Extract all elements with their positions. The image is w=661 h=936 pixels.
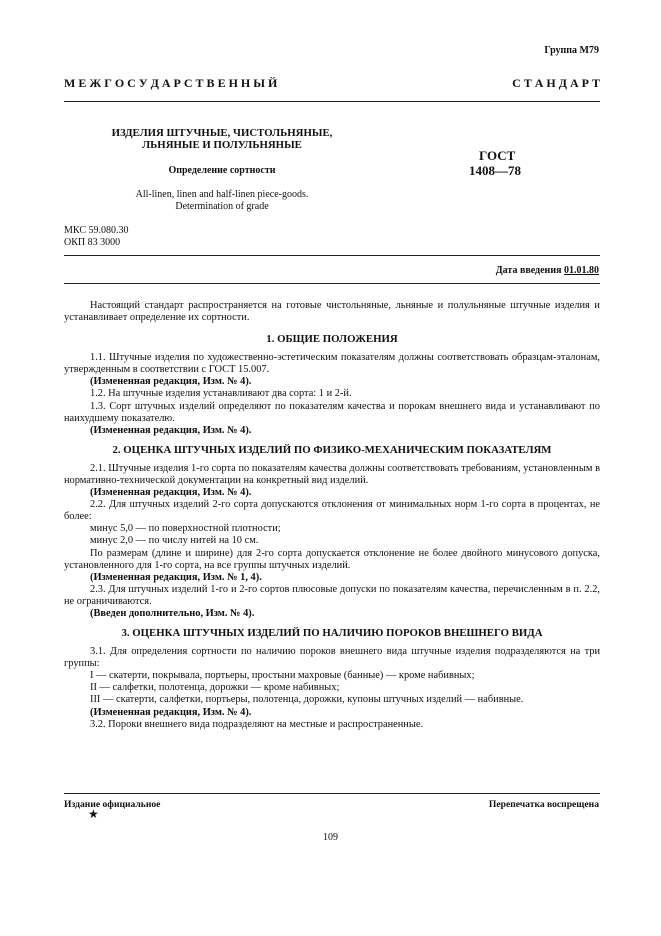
title-line-2: ЛЬНЯНЫЕ И ПОЛУЛЬНЯНЫЕ [142,139,302,151]
banner-word-interstate: М Е Ж Г О С У Д А Р С Т В Е Н Н Ы Й [64,76,278,90]
effective-date [496,265,599,277]
footer-divider [64,793,600,794]
list-item: минус 5,0 — по поверхностной плотности; [90,523,281,535]
classification-codes [64,225,128,248]
effective-date-value: 01.01.80 [564,265,599,276]
gost-designation [469,148,549,178]
clause-1-2: 1.2. На штучные изделия устанавливают два сорта: 1 и 2-й. [90,388,352,400]
gost-label: ГОСТ [479,148,516,163]
amendment-note: (Измененная редакция, Изм. № 4). [90,706,252,718]
list-item: I — скатерти, покрывала, портьеры, простыни махровые (банные) — кроме набивных; [90,670,475,682]
banner-word-standard: С Т А Н Д А Р Т [512,76,600,90]
title-line-1: ИЗДЕЛИЯ ШТУЧНЫЕ, ЧИСТОЛЬНЯНЫЕ, [111,127,333,139]
mks-code: МКС 59.080.30 [64,225,129,236]
header-divider [64,101,600,102]
english-title-line-2: Determination of grade [175,201,269,212]
clause-2-2-size: По размерам (длине и ширине) для 2-го сорта допускается отклонение не более двойного минусового допуска, установленного для 1-го сорта, на все группы штучных изделий. [64,547,600,571]
amendment-note: (Измененная редакция, Изм. № 4). [90,487,252,499]
official-edition-label: Издание официальное [64,799,161,810]
star-icon: ★ [88,807,99,821]
list-item: минус 2,0 — по числу нитей на 10 см. [90,535,259,547]
list-item: III — скатерти, салфетки, портьеры, полотенца, дорожки, купоны штучных изделий — набивные. [90,694,524,706]
intro-paragraph: Настоящий стандарт распространяется на готовые чистольняные, льняные и полульняные штучные изделия и устанавливает определение их сортности. [64,300,600,324]
reprint-prohibited-label: Перепечатка воспрещена [488,799,599,810]
section-3-heading: 3. ОЦЕНКА ШТУЧНЫХ ИЗДЕЛИЙ ПО НАЛИЧИЮ ПОРОКОВ ВНЕШНЕГО ВИДА [121,627,543,640]
section-1-heading: 1. ОБЩИЕ ПОЛОЖЕНИЯ [266,333,398,346]
document-subtitle: Определение сортности [168,165,276,176]
standard-banner [64,77,600,89]
document-title [64,127,380,151]
clause-2-2: 2.2. Для штучных изделий 2-го сорта допускаются отклонения от минимальных норм 1-го сорта в процентах, не более: [64,499,600,523]
list-item: II — салфетки, полотенца, дорожки — кроме набивных; [90,682,340,694]
amendment-note: (Введен дополнительно, Изм. № 4). [90,607,255,619]
clause-2-1: 2.1. Штучные изделия 1-го сорта по показателям качества должны соответствовать требованиям, установленным в нормативно-технической документации на конкретный вид изделий. [64,462,600,486]
okp-code: ОКП 83 3000 [64,236,121,248]
amendment-note: (Измененная редакция, Изм. № 4). [90,424,252,436]
clause-3-1: 3.1. Для определения сортности по наличию пороков внешнего вида штучные изделия подразделяются на три группы: [64,646,600,670]
section-2-heading: 2. ОЦЕНКА ШТУЧНЫХ ИЗДЕЛИЙ ПО ФИЗИКО-МЕХАНИЧЕСКИМ ПОКАЗАТЕЛЯМ [112,443,552,456]
clause-1-1: 1.1. Штучные изделия по художественно-эстетическим показателям должны соответствовать образцам-эталонам, утвержденным в соответствии с ГОСТ 15.007. [64,352,600,376]
clause-1-3: 1.3. Сорт штучных изделий определяют по показателям качества и порокам внешнего вида и устанавливают по наихудшему показателю. [64,400,600,424]
group-code: Группа М79 [544,45,599,56]
document-body [64,300,600,731]
clause-2-3: 2.3. Для штучных изделий 1-го и 2-го сортов плюсовые допуски по показателям качества, перечисленным в п. 2.2, не ограничиваются. [64,583,600,607]
amendment-note: (Измененная редакция, Изм. № 4). [90,376,252,388]
effective-date-label: Дата введения [495,265,562,276]
codes-divider [64,255,600,256]
english-title-line-1: All-linen, linen and half-linen piece-goods. [135,189,309,200]
english-title [64,189,380,213]
clause-3-2: 3.2. Пороки внешнего вида подразделяют на местные и распространенные. [90,718,424,730]
page-number: 109 [323,832,338,843]
amendment-note: (Измененная редакция, Изм. № 1, 4). [90,571,262,583]
gost-number: 1408—78 [469,163,521,178]
date-divider [64,283,600,284]
